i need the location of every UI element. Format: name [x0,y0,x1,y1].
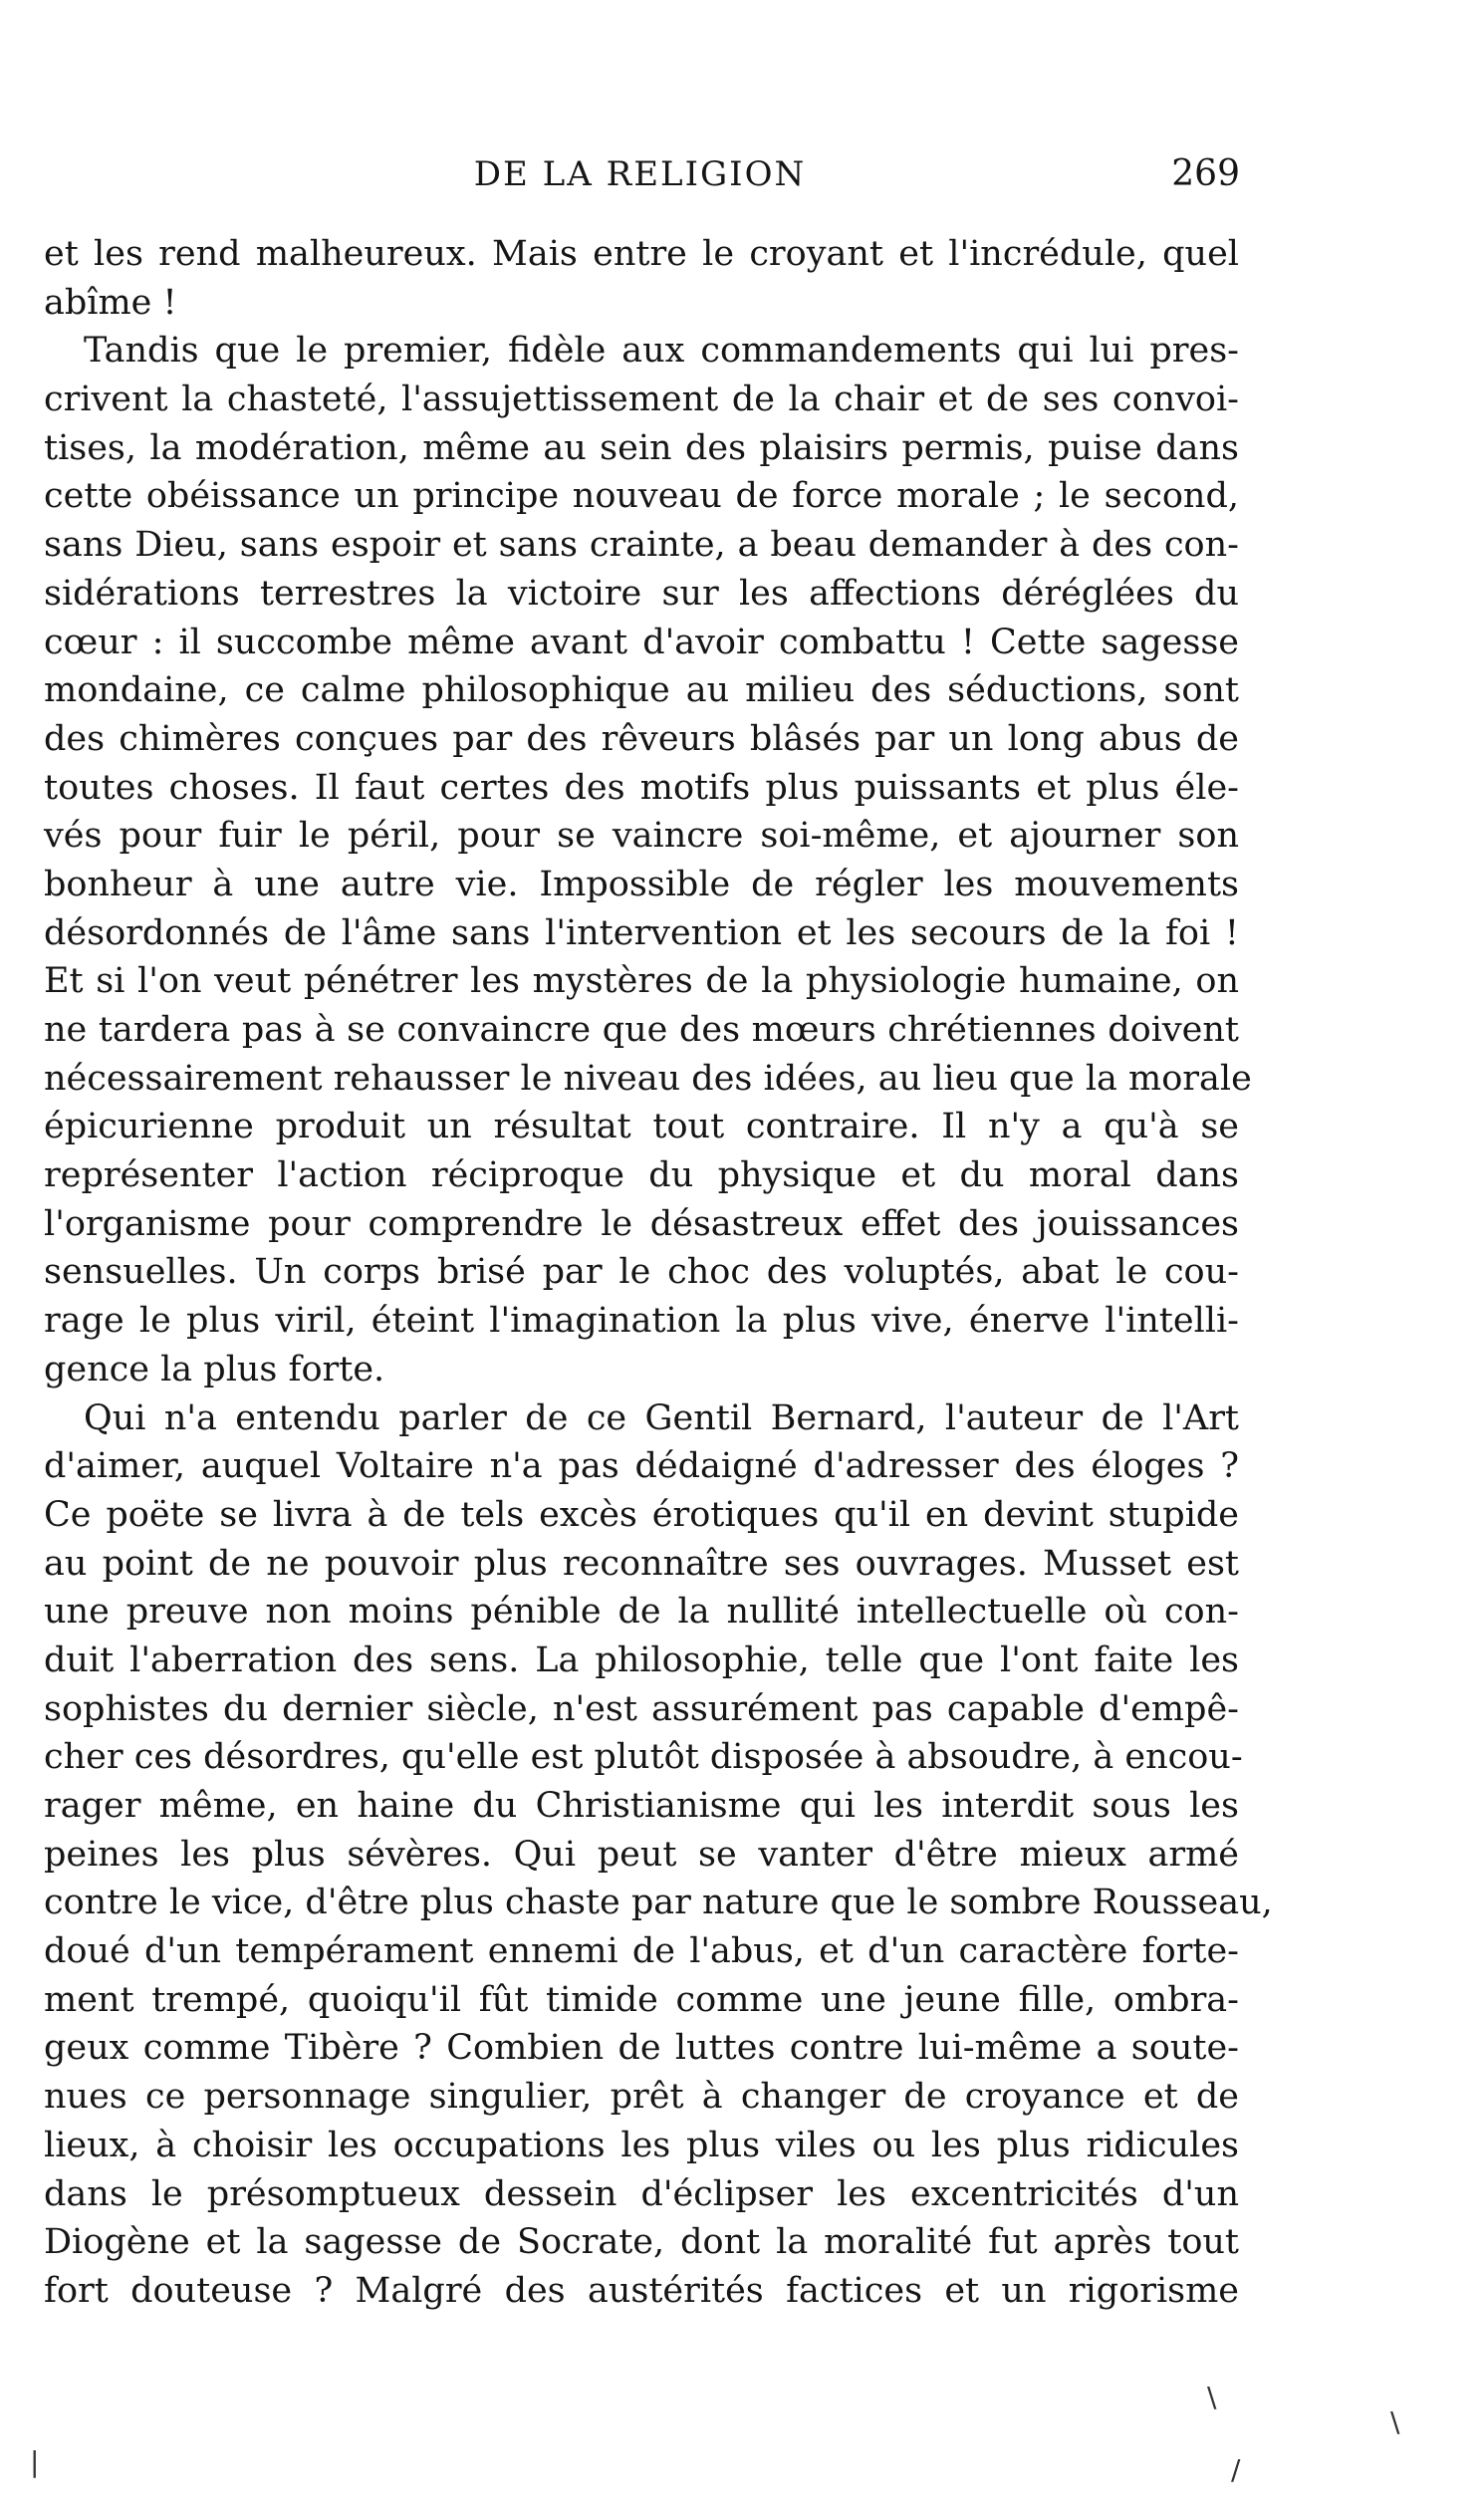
text-line: cœur : il succombe même avant d'avoir combattu ! Cette sagesse [44,622,1239,662]
text-line: ne tardera pas à se convaincre que des mœurs chrétiennes doivent [44,1010,1239,1050]
text-line: peines les plus sévères. Qui peut se vanter d'être mieux armé [44,1834,1239,1875]
text-line: cette obéissance un principe nouveau de force morale ; le second, [44,476,1239,517]
text-line: dans le présomptueux dessein d'éclipser les excentricités d'un [44,2173,1239,2214]
scan-speck: | [30,2445,40,2478]
text-line: et les rend malheureux. Mais entre le croyant et l'incrédule, quel [44,234,1239,274]
scan-speck: / [1231,2453,1241,2486]
text-line: Ce poëte se livra à de tels excès érotiques qu'il en devint stupide [44,1494,1239,1535]
text-line: vés pour fuir le péril, pour se vaincre soi-même, et ajourner son [44,816,1239,857]
paragraph-start-line: Qui n'a entendu parler de ce Gentil Bernard, l'auteur de l'Art [84,1397,1239,1438]
text-line: Et si l'on veut pénétrer les mystères de la physiologie humaine, on [44,961,1239,1002]
text-line: tises, la modération, même au sein des plaisirs permis, puise dans [44,427,1239,468]
text-line: cher ces désordres, qu'elle est plutôt disposée à absoudre, à encou- [44,1737,1243,1778]
running-title: DE LA RELIGION [473,154,807,194]
scan-speck: \ [1207,2381,1217,2413]
text-line: Diogène et la sagesse de Socrate, dont la moralité fut après tout [44,2222,1239,2263]
page-number: 269 [1171,153,1240,194]
text-line: sensuelles. Un corps brisé par le choc des voluptés, abat le cou- [44,1252,1239,1293]
text-line: mondaine, ce calme philosophique au milieu des séductions, sont [44,670,1239,711]
text-line: l'organisme pour comprendre le désastreux effet des jouissances [44,1203,1239,1244]
text-line: désordonnés de l'âme sans l'intervention et les secours de la foi ! [44,912,1239,953]
text-line: abîme ! [44,282,177,323]
text-line: rager même, en haine du Christianisme qui les interdit sous les [44,1786,1239,1826]
text-line: d'aimer, auquel Voltaire n'a pas dédaigné d'adresser des éloges ? [44,1446,1239,1487]
text-line: crivent la chasteté, l'assujettissement de la chair et de ses convoi- [44,379,1239,420]
text-line: sophistes du dernier siècle, n'est assurément pas capable d'empê- [44,1688,1239,1729]
paragraph-start-line: Tandis que le premier, fidèle aux commandements qui lui pres- [84,331,1239,372]
text-line: lieux, à choisir les occupations les plus viles ou les plus ridicules [44,2125,1239,2165]
text-line: représenter l'action réciproque du physique et du moral dans [44,1155,1239,1196]
text-line: bonheur à une autre vie. Impossible de régler les mouvements [44,864,1239,904]
text-line: nues ce personnage singulier, prêt à changer de croyance et de [44,2077,1239,2118]
text-line: ment trempé, quoiqu'il fût timide comme une jeune fille, ombra- [44,1979,1239,2020]
text-line: toutes choses. Il faut certes des motifs plus puissants et plus éle- [44,767,1239,808]
text-line: épicurienne produit un résultat tout contraire. Il n'y a qu'à se [44,1107,1239,1147]
text-line: geux comme Tibère ? Combien de luttes contre lui-même a soute- [44,2028,1239,2069]
text-line: gence la plus forte. [44,1349,385,1389]
page-header [40,149,1240,199]
text-line: rage le plus viril, éteint l'imagination la plus vive, énerve l'intelli- [44,1301,1239,1342]
text-line: doué d'un tempérament ennemi de l'abus, et d'un caractère forte- [44,1931,1239,1972]
text-line: contre le vice, d'être plus chaste par nature que le sombre Rousseau, [44,1883,1273,1923]
text-line: sidérations terrestres la victoire sur les affections déréglées du [44,573,1239,614]
text-line: sans Dieu, sans espoir et sans crainte, a beau demander à des con- [44,525,1239,566]
body-text [44,230,1273,2316]
text-line: au point de ne pouvoir plus reconnaître ses ouvrages. Musset est [44,1543,1239,1584]
text-line: nécessairement rehausser le niveau des idées, au lieu que la morale [44,1058,1252,1099]
text-line: des chimères conçues par des rêveurs blâsés par un long abus de [44,718,1239,759]
text-line: fort douteuse ? Malgré des austérités factices et un rigorisme [44,2270,1239,2311]
scan-speck: \ [1390,2405,1400,2438]
text-line: une preuve non moins pénible de la nullité intellectuelle où con- [44,1592,1239,1633]
text-line: duit l'aberration des sens. La philosophie, telle que l'ont faite les [44,1639,1239,1680]
